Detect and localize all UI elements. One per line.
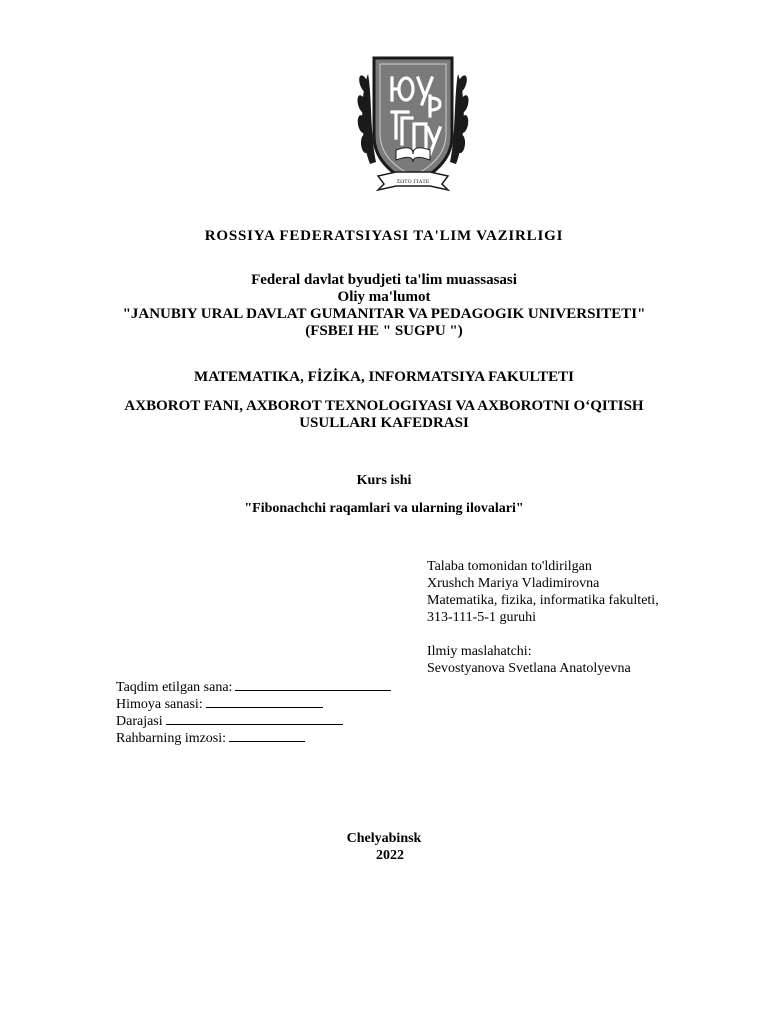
institution-line-2: Oliy ma'lumot — [337, 289, 431, 305]
work-type: Kurs ishi — [356, 473, 412, 488]
student-info — [427, 558, 659, 677]
advisor-name: Sevostyanova Svetlana Anatolyevna — [427, 661, 631, 676]
student-group: 313-111-5-1 guruhi — [427, 610, 536, 625]
svg-text:ΣΩΤΟ ΓΙΑΤΕ: ΣΩΤΟ ΓΙΑΤΕ — [396, 179, 430, 185]
defense-date-blank — [206, 694, 323, 708]
signature-row — [116, 728, 391, 745]
department-line-2: USULLARI KAFEDRASI — [299, 415, 469, 431]
student-name: Xrushch Mariya Vladimirovna — [427, 576, 600, 591]
grade-label: Darajasi — [116, 714, 163, 729]
department-line-1: AXBOROT FANI, AXBOROT TEXNOLOGIYASI VA AXBOROTNI O‘QITISH — [124, 398, 644, 414]
submitted-date-blank — [235, 677, 391, 691]
spacer — [427, 626, 659, 643]
student-faculty: Matematika, fizika, informatika fakulteti, — [427, 593, 659, 608]
grade-row — [116, 711, 391, 728]
advisor-label: Ilmiy maslahatchi: — [427, 644, 532, 659]
approval-fields — [116, 677, 391, 745]
submitted-date-row — [116, 677, 391, 694]
submitted-date-label: Taqdim etilgan sana: — [116, 680, 233, 695]
department-block — [0, 398, 768, 432]
institution-block — [0, 272, 768, 340]
student-label: Talaba tomonidan to'ldirilgan — [427, 559, 592, 574]
ministry-title: ROSSIYA FEDERATSIYASI TA'LIM VAZIRLIGI — [204, 228, 564, 244]
institution-line-1: Federal davlat byudjeti ta'lim muassasasi — [251, 272, 517, 288]
signature-label: Rahbarning imzosi: — [116, 731, 227, 746]
defense-date-row — [116, 694, 391, 711]
institution-line-3: "JANUBIY URAL DAVLAT GUMANITAR VA PEDAGOGIK UNIVERSITETI" — [122, 306, 646, 322]
topic-title: "Fibonachchi raqamlari va ularning ilovalari" — [244, 501, 524, 516]
institution-line-4: (FSBEI HE " SUGPU ") — [305, 323, 463, 339]
defense-date-label: Himoya sanasi: — [116, 697, 203, 712]
grade-blank — [166, 711, 343, 725]
university-emblem-logo — [356, 54, 470, 194]
faculty-title: MATEMATIKA, FİZİKA, INFORMATSIYA FAKULTETI — [194, 369, 574, 385]
city: Chelyabinsk — [346, 831, 422, 846]
year: 2022 — [376, 848, 404, 863]
signature-blank — [229, 728, 305, 742]
